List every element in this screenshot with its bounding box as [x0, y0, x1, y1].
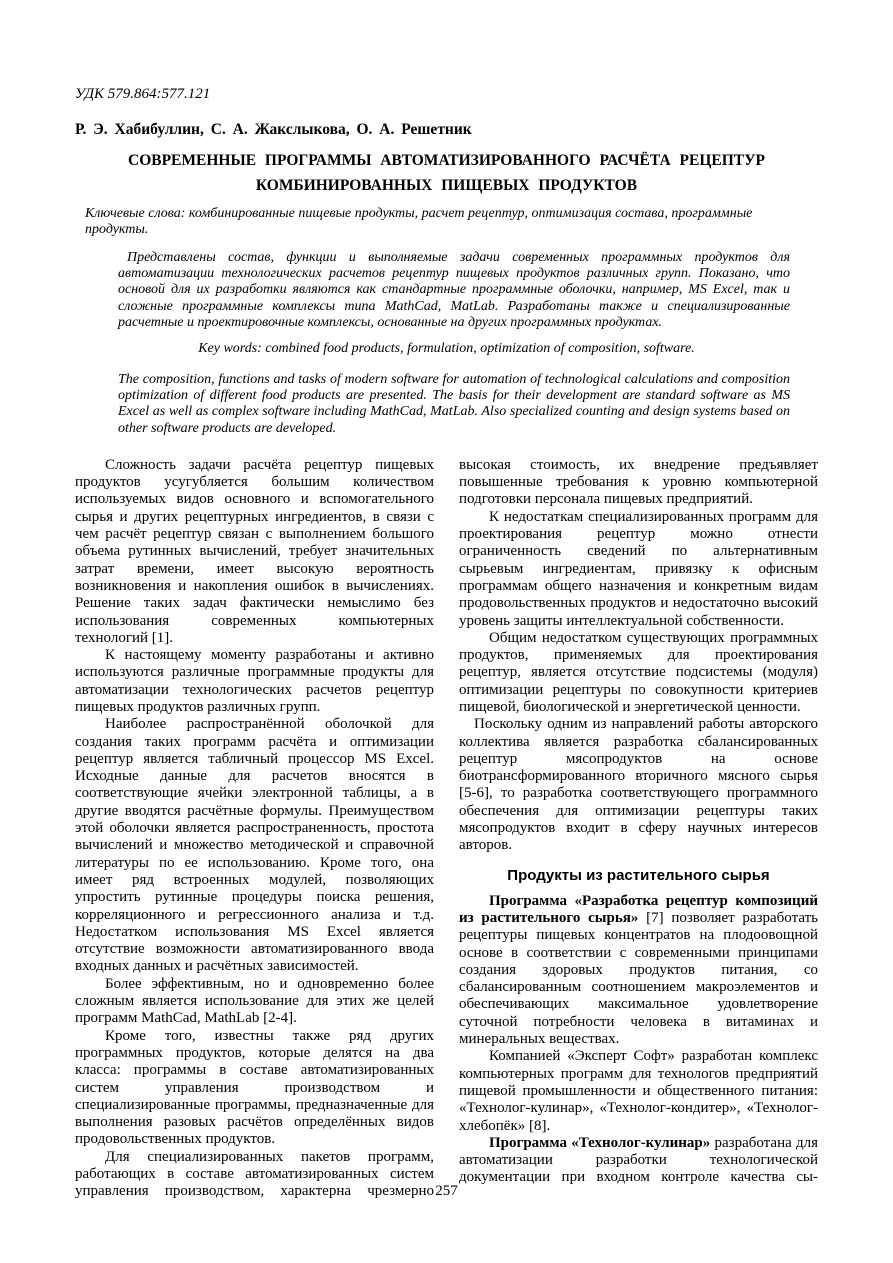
program-name-plant-compositions: Программа «Разработка рецептур композиций из растительного сырья»	[459, 892, 818, 926]
right-paragraph-3: Общим недостатком существующих программных продуктов, применяемых для проектирования рецептур, является отсутствие подсистемы (модуля) оптимизации рецептуры по совокупности критериев пищевой, биологической и энергетической ценности.	[459, 629, 818, 715]
udc-code: УДК 579.864:577.121	[75, 86, 211, 102]
abstract-english: The composition, functions and tasks of modern software for automation of technological calculations and composition optimization of different food products are presented. The basis for their development are standard software as MS Excel as well as complex software including MathCad, MatLab. Also specialized counting and design systems based on other software products are developed.	[118, 372, 790, 436]
right-paragraph-6: Компанией «Эксперт Софт» разработан комплекс компьютерных программ для технологов предприятий пищевой промышленности и общественного питания: «Технолог-кулинар», «Технолог-кондитер», «Технолог-хлебопёк» [8].	[459, 1048, 818, 1134]
keywords-russian: Ключевые слова: комбинированные пищевые продукты, расчет рецептур, оптимизация состава, программные продукты.	[85, 206, 753, 237]
program-name-technolog-kulinar: Программа «Технолог-кулинар»	[489, 1134, 711, 1151]
left-column	[75, 457, 434, 1201]
left-paragraph-4: Более эффективным, но и одновременно более сложным является использование для этих же целей программ MathCad, MathLab [2-4].	[75, 975, 434, 1027]
left-paragraph-5: Кроме того, известны также ряд других программных продуктов, которые делятся на два класса: программы в составе автоматизированных систем управления производством и специализированные программы, предназначенные для выполнения разовых расчётов определённых видов продовольственных продуктов.	[75, 1027, 434, 1148]
article-title-line-1: СОВРЕМЕННЫЕ ПРОГРАММЫ АВТОМАТИЗИРОВАННОГО РАСЧЁТА РЕЦЕПТУР	[128, 152, 765, 169]
left-paragraph-3: Наиболее распространённой оболочкой для создания таких программ расчёта и оптимизации рецептур является табличный процессор MS Excel. Исходные данные для расчетов вносятся в соответствующие ячейки электронной таблицы, а в другие вводятся расчётные формулы. Преимуществом этой оболочки является распространенность, простота вычислений и множество методической и справочной литературы по ее использованию. Кроме того, она имеет ряд встроенных модулей, позволяющих упростить рутинные процедуры поиска решения, корреляционного и регрессионного анализа и т.д. Недостатком использования MS Excel является отсутствие возможности автоматизированного ввода входных данных и расчётных зависимостей.	[75, 716, 434, 975]
two-column-body	[75, 457, 818, 1201]
right-paragraph-5-text: [7] позволяет разработать рецептуры пищевых концентратов на плодоовощной основе в соответствии с современными принципами создания здоровых продуктов питания, со сбалансированным соотношением макроэлементов и обеспечивающих максимальное удовлетворение суточной потребности человека в витаминах и минеральных веществах.	[459, 909, 818, 1048]
abstract-russian: Представлены состав, функции и выполняемые задачи современных программных продуктов для автоматизации технологических расчетов рецептур пищевых продуктов различных групп. Показано, что основой для их разработки являются как стандартные программные оболочки, например, MS Excel, так и сложные программные комплексы типа MathCad, MatLab. Разработаны также и специализированные расчетные и проектировочные комплексы, основанные на других программных продуктах.	[118, 250, 790, 330]
right-paragraph-2: К недостаткам специализированных программ для проектирования рецептур можно отнести ограниченность сведений по альтернативным сырьевым ингредиентам, привязку к офисным программам общего назначения и конкретным видам продовольственных продуктов и недостаточно высокий уровень защиты интеллектуальной собственности.	[459, 508, 818, 629]
page-number: 257	[435, 1183, 458, 1199]
right-paragraph-7	[459, 1135, 818, 1187]
right-paragraph-4: Поскольку одним из направлений работы авторского коллектива является разработка сбалансированных рецептур мясопродуктов на основе биотрансформированного вторичного мясного сырья [5-6], то разработка соответствующего программного обеспечения для оптимизации рецептуры таких мясопродуктов входит в сферу научных интересов авторов.	[459, 716, 818, 854]
right-paragraph-7-text: разработана для автоматизации разработки технологической документации при входном контроле качества сы-	[459, 1134, 818, 1186]
article-title	[75, 148, 818, 198]
right-column	[459, 457, 818, 1201]
article-title-line-2: КОМБИНИРОВАННЫХ ПИЩЕВЫХ ПРОДУКТОВ	[255, 177, 638, 194]
right-paragraph-5	[459, 893, 818, 1049]
right-paragraph-1: высокая стоимость, их внедрение предъявляет повышенные требования к уровню компьютерной подготовки персонала пищевых предприятий.	[459, 456, 818, 508]
keywords-english: Key words: combined food products, formulation, optimization of composition, software.	[198, 341, 695, 357]
left-paragraph-6: Для специализированных пакетов программ, работающих в составе автоматизированных систем управления производством, характерна чрезмерно	[75, 1148, 434, 1200]
left-paragraph-1: Сложность задачи расчёта рецептур пищевых продуктов усугубляется большим количеством используемых видов основного и вспомогательного сырья и других рецептурных ингредиентов, в связи с чем расчёт рецептур связан с выполнением большого объема рутинных вычислений, требует значительных затрат времени, имеет высокую вероятность возникновения и накопления ошибок в вычислениях. Решение таких задач фактически немыслимо без использования современных компьютерных технологий [1].	[75, 456, 434, 646]
left-paragraph-2: К настоящему моменту разработаны и активно используются различные программные продукты для автоматизации технологических расчетов рецептур пищевых продуктов различных групп.	[75, 647, 434, 715]
section-heading-plant-products: Продукты из растительного сырья	[507, 866, 770, 884]
authors-line: Р. Э. Хабибуллин, С. А. Жакслыкова, О. А. Решетник	[75, 121, 472, 138]
